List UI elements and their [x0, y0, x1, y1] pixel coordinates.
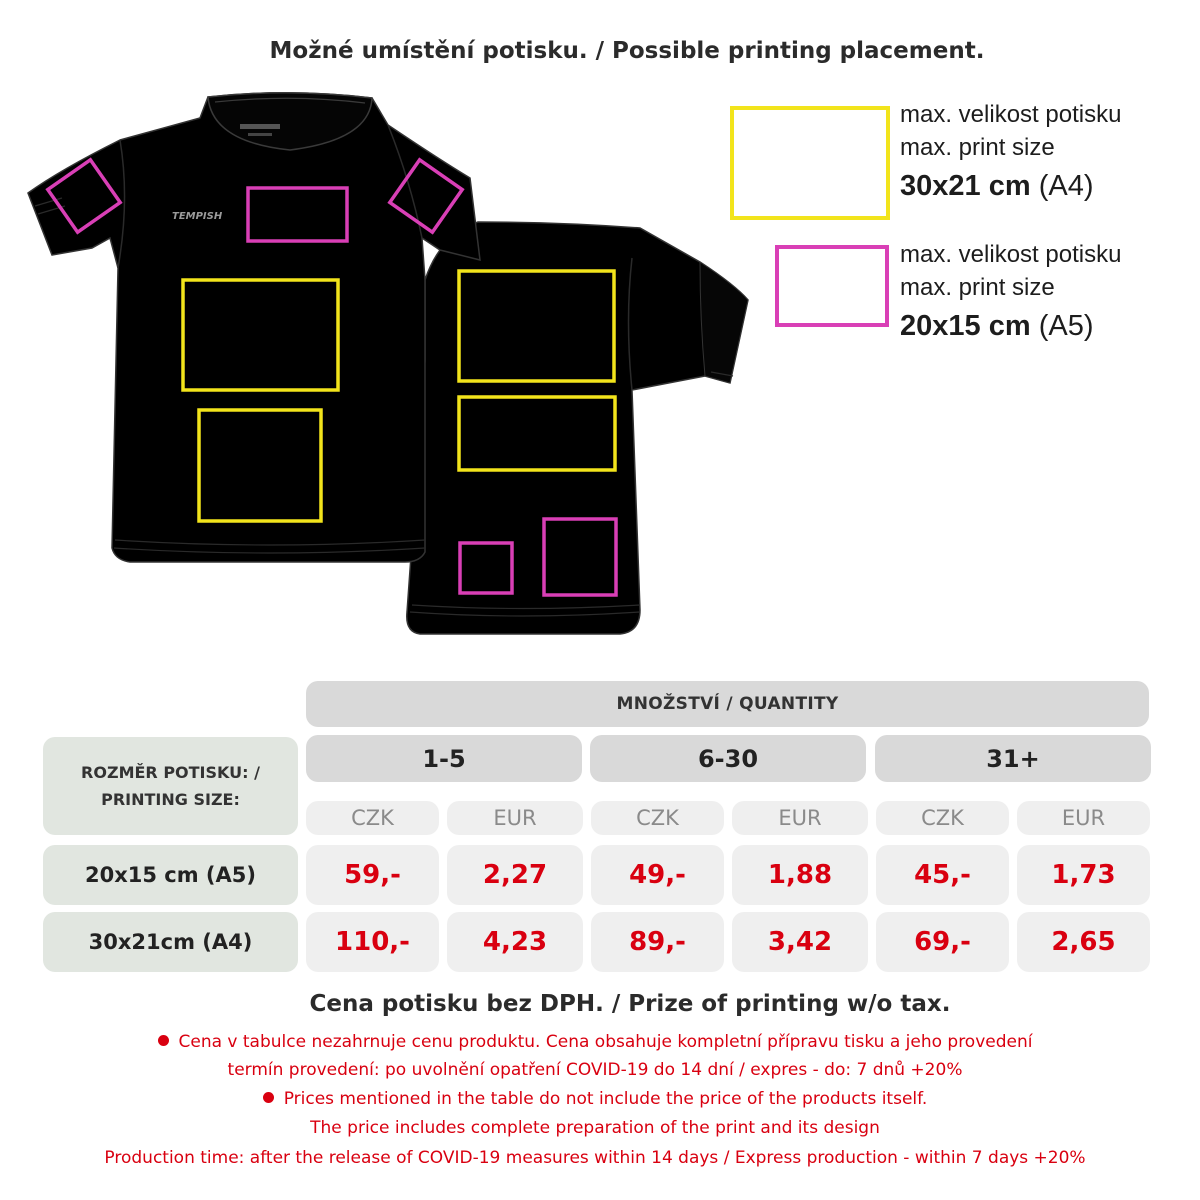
note-text: Cena v tabulce nezahrnuje cenu produktu. Cena obsahuje kompletní přípravu tisku a jeho provedení — [178, 1032, 1033, 1052]
price-cell: 89,- — [591, 912, 724, 972]
range-1-5: 1-5 — [306, 735, 582, 782]
tshirt-illustration — [0, 88, 760, 648]
printing-size-header-line1: ROZMĚR POTISKU: / — [81, 763, 260, 782]
legend-a5-format: (A5) — [1038, 310, 1094, 342]
legend-a5-text — [900, 238, 1121, 348]
legend-a4-line2: max. print size — [900, 134, 1055, 161]
row-label-a4: 30x21cm (A4) — [43, 912, 298, 972]
price-cell: 2,27 — [447, 845, 583, 905]
currency-eur: EUR — [1017, 801, 1150, 835]
bullet-icon — [263, 1092, 274, 1103]
printing-size-header-line2: PRINTING SIZE: — [101, 790, 240, 809]
price-cell: 110,- — [306, 912, 439, 972]
legend-a5-line2: max. print size — [900, 274, 1055, 301]
note-english-2: The price includes complete preparation of the print and its design — [310, 1118, 880, 1138]
range-6-30: 6-30 — [590, 735, 866, 782]
legend-a5-swatch — [775, 245, 889, 327]
currency-czk: CZK — [876, 801, 1009, 835]
note-english-1 — [0, 1089, 1190, 1109]
price-cell: 45,- — [876, 845, 1009, 905]
note-english-3: Production time: after the release of COVID-19 measures within 14 days / Express production - within 7 days +20% — [104, 1148, 1086, 1168]
note-text: Prices mentioned in the table do not include the price of the products itself. — [283, 1089, 928, 1109]
note-czech-2: termín provedení: po uvolnění opatření COVID-19 do 14 dní / expres - do: 7 dnů +20% — [227, 1060, 963, 1080]
currency-eur: EUR — [447, 801, 583, 835]
price-cell: 69,- — [876, 912, 1009, 972]
price-cell: 4,23 — [447, 912, 583, 972]
tshirt-front — [28, 93, 480, 562]
range-31-plus: 31+ — [875, 735, 1151, 782]
price-cell: 1,73 — [1017, 845, 1150, 905]
price-cell: 59,- — [306, 845, 439, 905]
currency-czk: CZK — [306, 801, 439, 835]
quantity-header: MNOŽSTVÍ / QUANTITY — [306, 681, 1149, 727]
price-cell: 2,65 — [1017, 912, 1150, 972]
price-cell: 49,- — [591, 845, 724, 905]
brand-logo: TEMPISH — [172, 211, 223, 222]
price-cell: 1,88 — [732, 845, 868, 905]
row-label-a5: 20x15 cm (A5) — [43, 845, 298, 905]
legend-a5-line1: max. velikost potisku — [900, 241, 1122, 268]
note-czech-1 — [0, 1032, 1190, 1052]
footer-title: Cena potisku bez DPH. / Prize of printing w/o tax. — [309, 991, 951, 1017]
legend-a4-size: 30x21 cm — [900, 170, 1031, 202]
currency-eur: EUR — [732, 801, 868, 835]
legend-a5-size: 20x15 cm — [900, 310, 1031, 342]
currency-czk: CZK — [591, 801, 724, 835]
bullet-icon — [158, 1035, 169, 1046]
legend-a4-line1: max. velikost potisku — [900, 101, 1122, 128]
page-title: Možné umístění potisku. / Possible printing placement. — [269, 38, 985, 64]
legend-a4-text — [900, 98, 1121, 208]
price-cell: 3,42 — [732, 912, 868, 972]
printing-size-header — [43, 737, 298, 835]
legend-a4-format: (A4) — [1038, 170, 1094, 202]
legend-a4-swatch — [730, 106, 890, 220]
